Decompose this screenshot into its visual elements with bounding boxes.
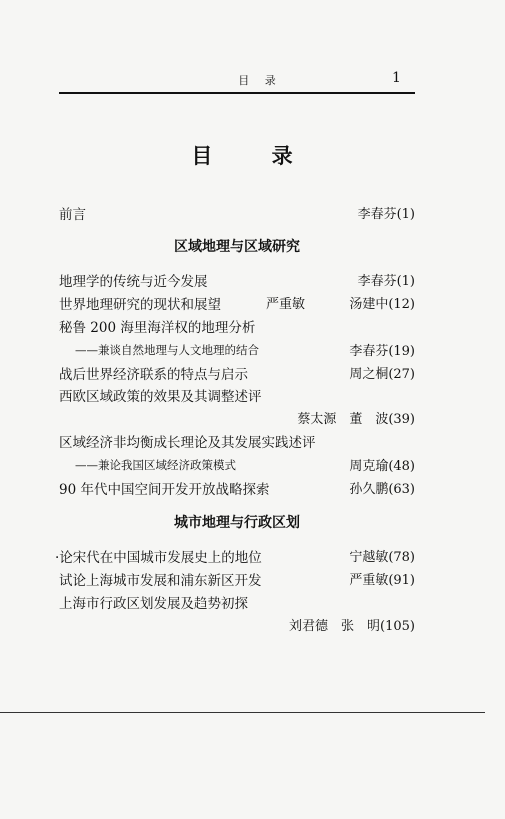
toc-entry[interactable] <box>55 546 415 566</box>
toc-entry[interactable] <box>59 363 415 383</box>
toc-entry-author: 李春芬(1) <box>357 207 415 222</box>
toc-entry-title: 90 年代中国空间开发开放战略探索 <box>59 482 270 498</box>
toc-entry-author: 宁越敏(78) <box>349 550 415 565</box>
toc-entry-title: 秘鲁 200 海里海洋权的地理分析 <box>59 320 256 336</box>
toc-entry-title: 西欧区域政策的效果及其调整述评 <box>59 389 262 405</box>
toc-entry-title: ·论宋代在中国城市发展史上的地位 <box>55 550 262 566</box>
toc-entry-title: 上海市行政区划发展及趋势初探 <box>59 596 248 612</box>
toc-entry-authors[interactable] <box>59 408 415 428</box>
toc-entry-title: 区域经济非均衡成长理论及其发展实践述评 <box>59 435 316 451</box>
toc-entry-title: 试论上海城市发展和浦东新区开发 <box>59 573 262 589</box>
toc-entry-authors[interactable] <box>59 615 415 635</box>
toc-entry-subtitle[interactable] <box>59 455 415 475</box>
toc-entry[interactable] <box>59 270 415 290</box>
page-title: 目 录 <box>191 144 319 168</box>
toc-entry-title: 前言 <box>59 207 86 223</box>
toc-preface[interactable] <box>59 203 415 223</box>
section-heading-regional: 区域地理与区域研究 <box>174 239 300 255</box>
toc-entry-author: 孙久鹏(63) <box>349 482 415 497</box>
toc-entry-title: 地理学的传统与近今发展 <box>59 274 208 290</box>
toc-entry-author: 汤建中(12) <box>349 297 415 312</box>
toc-entry-author: 周之桐(27) <box>349 367 415 382</box>
toc-entry[interactable] <box>59 385 415 405</box>
footer-rule <box>0 712 485 713</box>
toc-entry-author: 严重敏(91) <box>349 573 415 588</box>
toc-entry-coauthor: 严重敏 <box>266 297 306 312</box>
toc-entry-title: ——兼谈自然地理与人文地理的结合 <box>75 343 259 357</box>
toc-entry[interactable] <box>59 316 415 336</box>
toc-entry[interactable] <box>59 592 415 612</box>
toc-entry-title: 世界地理研究的现状和展望 <box>59 297 221 313</box>
toc-entry-subtitle[interactable] <box>59 340 415 360</box>
toc-entry-title: 战后世界经济联系的特点与启示 <box>59 367 248 383</box>
page-number: 1 <box>392 70 401 86</box>
toc-entry-title: ——兼论我国区域经济政策模式 <box>75 458 236 472</box>
toc-entry[interactable] <box>59 431 415 451</box>
toc-entry[interactable] <box>59 478 415 498</box>
running-header-title: 目 录 <box>238 74 282 87</box>
toc-entry-author: 刘君德 张 明(105) <box>289 619 415 634</box>
toc-entry[interactable] <box>59 569 415 589</box>
toc-entry-author: 周克瑜(48) <box>349 459 415 474</box>
header-rule <box>59 92 415 94</box>
toc-entry-author: 蔡太源 董 波(39) <box>297 412 415 427</box>
toc-entry-author: 李春芬(1) <box>357 274 415 289</box>
toc-entry[interactable] <box>59 293 415 313</box>
section-heading-urban: 城市地理与行政区划 <box>174 515 300 531</box>
toc-entry-author: 李春芬(19) <box>349 344 415 359</box>
